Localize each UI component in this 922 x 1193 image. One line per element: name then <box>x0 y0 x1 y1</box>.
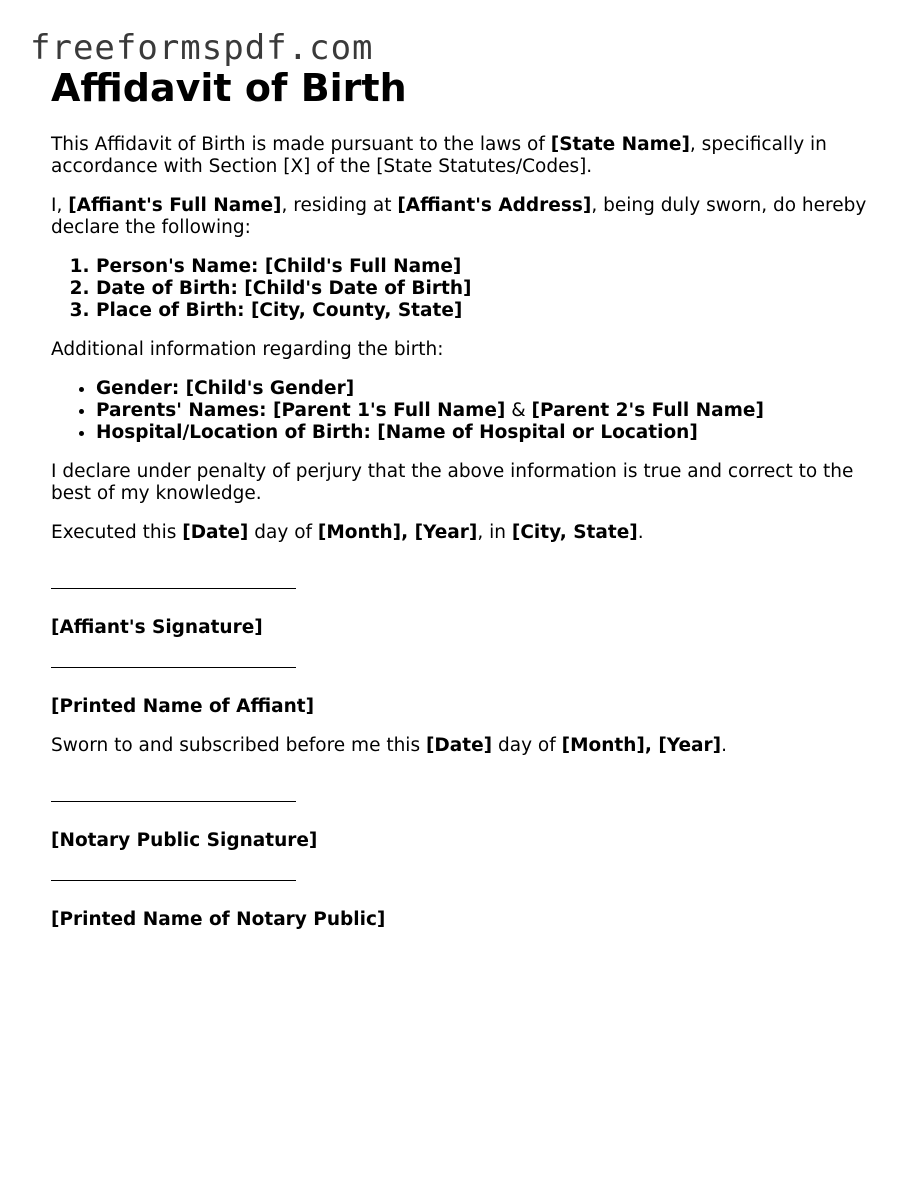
list-item: • Gender: [Child's Gender] <box>96 378 871 400</box>
notary-signature-label: [Notary Public Signature] <box>51 830 318 851</box>
site-watermark: freeformspdf.com <box>30 28 374 68</box>
affiant-printed-name-line[interactable] <box>51 667 296 668</box>
affiant-signature-line[interactable] <box>51 588 296 589</box>
affiant-signature-label: [Affiant's Signature] <box>51 617 263 638</box>
intro-paragraph: This Affidavit of Birth is made pursuant to the laws of [State Name], specifically in accordance with Section [X] of the [State Statutes/Codes]. <box>51 134 827 177</box>
list-item: • Hospital/Location of Birth: [Name of Hospital or Location] <box>96 422 871 444</box>
sworn-statement: Sworn to and subscribed before me this [Date] day of [Month], [Year]. <box>51 735 727 756</box>
executed-statement: Executed this [Date] day of [Month], [Year], in [City, State]. <box>51 522 644 543</box>
notary-printed-name-line[interactable] <box>51 880 296 881</box>
perjury-statement: I declare under penalty of perjury that the above information is true and correct to the best of my knowledge. <box>51 461 854 504</box>
affidavit-document <box>51 66 871 931</box>
affiant-printed-name-label: [Printed Name of Affiant] <box>51 696 315 717</box>
document-title: Affidavit of Birth <box>51 66 407 110</box>
list-item: 1. Person's Name: [Child's Full Name] <box>96 256 871 278</box>
notary-signature-line[interactable] <box>51 801 296 802</box>
list-item: 2. Date of Birth: [Child's Date of Birth] <box>96 278 871 300</box>
additional-info-heading: Additional information regarding the birth: <box>51 339 444 360</box>
birth-details-list <box>51 256 871 322</box>
notary-printed-name-label: [Printed Name of Notary Public] <box>51 909 386 930</box>
list-item: 3. Place of Birth: [City, County, State] <box>96 300 871 322</box>
additional-info-list <box>51 378 871 444</box>
list-item: • Parents' Names: [Parent 1's Full Name] & [Parent 2's Full Name] <box>96 400 871 422</box>
declaration-paragraph: I, [Affiant's Full Name], residing at [Affiant's Address], being duly sworn, do hereby declare the following: <box>51 195 867 238</box>
